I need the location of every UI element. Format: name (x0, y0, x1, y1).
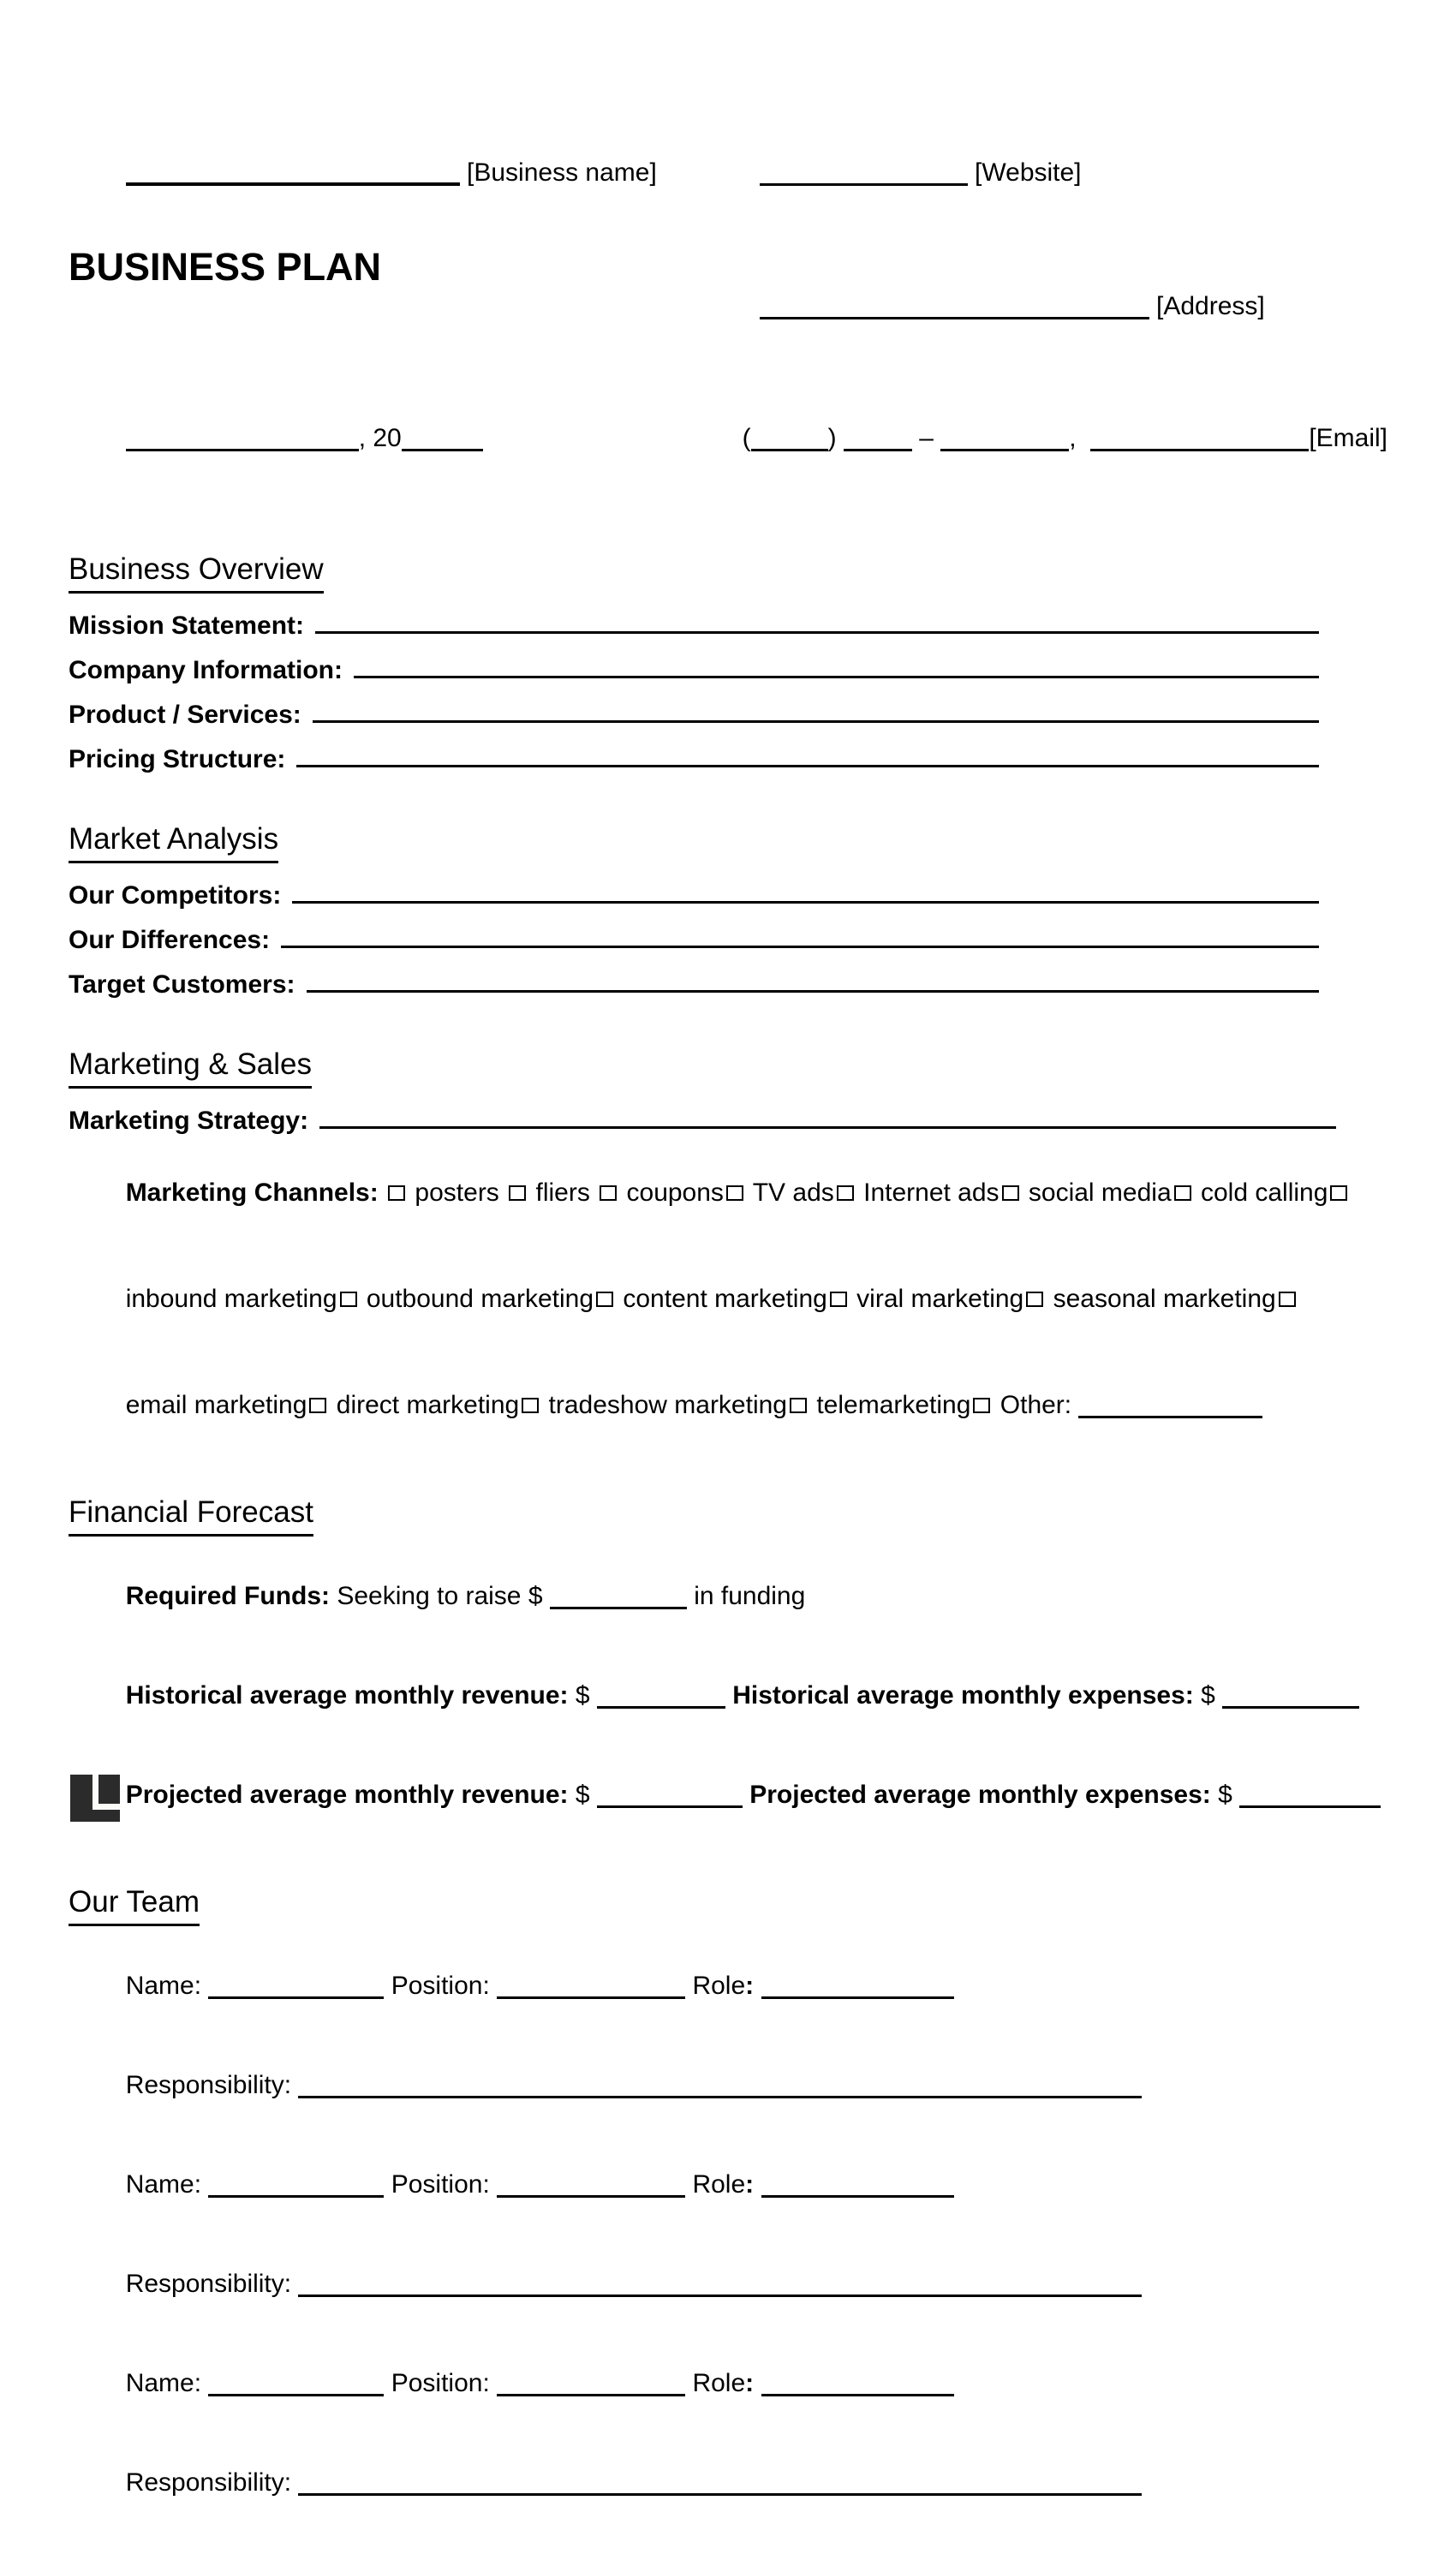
name-label: Name: (125, 2170, 209, 2199)
mission-statement-label: Mission Statement: (69, 612, 305, 640)
historical-expenses-label: Historical average monthly expenses: (725, 1681, 1194, 1710)
marketing-channel-checkbox[interactable] (1279, 1292, 1296, 1307)
marketing-channel-text: email marketing (125, 1391, 307, 1419)
phone-email-cell (685, 387, 1387, 490)
address-cell (702, 255, 1387, 358)
marketing-channels-tokens (379, 1179, 1351, 1207)
email-placeholder-label: [Email] (1309, 424, 1387, 452)
marketing-channel-checkbox[interactable] (1174, 1185, 1191, 1201)
marketing-channel-checkbox[interactable] (509, 1185, 526, 1201)
date-cell (69, 387, 685, 490)
name-label: Name: (125, 2369, 209, 2397)
marketing-channel-text: telemarketing (809, 1391, 971, 1419)
our-team-heading: Our Team (69, 1884, 200, 1926)
marketing-channel-text: cold calling (1193, 1179, 1328, 1207)
team-member-1-row (69, 1945, 1387, 2027)
dollar-sign: $ (1210, 1781, 1240, 1809)
marketing-channel-checkbox[interactable] (973, 1398, 990, 1413)
marketing-channel-text: coupons (619, 1179, 724, 1207)
company-information-blank[interactable] (354, 662, 1319, 678)
marketing-channel-text: social media (1021, 1179, 1172, 1207)
section-marketing-sales (69, 1047, 1387, 1447)
marketing-channel-checkbox[interactable] (726, 1185, 743, 1201)
responsibility-label: Responsibility: (125, 2270, 299, 2298)
phone-line-blank[interactable] (940, 440, 1069, 451)
financial-forecast-heading-row (69, 1495, 1387, 1537)
team-member-1-responsibility-row (69, 2044, 1387, 2127)
role-blank[interactable] (761, 2385, 954, 2396)
team-member-3-row (69, 2342, 1387, 2425)
company-information-label: Company Information: (69, 656, 343, 684)
required-funds-pre-text: Seeking to raise $ (330, 1582, 550, 1610)
marketing-channel-text: Other: (993, 1391, 1079, 1419)
marketing-channel-checkbox[interactable] (1002, 1185, 1019, 1201)
section-financial-forecast (69, 1495, 1387, 1836)
team-member-2-row (69, 2144, 1387, 2226)
marketing-channel-text: viral marketing (849, 1285, 1024, 1313)
role-label: Role (685, 1972, 746, 2000)
team-member-3-responsibility-row (69, 2442, 1387, 2524)
our-differences-blank[interactable] (281, 932, 1319, 948)
year-blank[interactable] (402, 440, 483, 451)
historical-revenue-blank[interactable] (597, 1698, 725, 1709)
marketing-channel-checkbox[interactable] (837, 1185, 854, 1201)
marketing-channel-text: content marketing (616, 1285, 827, 1313)
marketing-channel-text: tradeshow marketing (541, 1391, 787, 1419)
marketing-channels-tokens (126, 1391, 1263, 1419)
marketing-channel-checkbox[interactable] (596, 1292, 613, 1307)
marketing-strategy-label: Marketing Strategy: (69, 1107, 309, 1135)
marketing-channel-text (379, 1179, 385, 1207)
role-blank[interactable] (761, 1988, 954, 1999)
phone-prefix-blank[interactable] (844, 440, 912, 451)
marketing-channel-checkbox[interactable] (309, 1398, 326, 1413)
marketing-channel-text: Internet ads (856, 1179, 1000, 1207)
pricing-structure-blank[interactable] (296, 751, 1319, 767)
marketing-channel-text: fliers (528, 1179, 598, 1207)
dollar-sign: $ (1193, 1681, 1223, 1710)
business-overview-heading-row (69, 552, 1387, 594)
marketing-channel-text: direct marketing (329, 1391, 520, 1419)
marketing-channel-checkbox[interactable] (388, 1185, 405, 1201)
marketing-channel-text: seasonal marketing (1046, 1285, 1276, 1313)
pricing-structure-label: Pricing Structure: (69, 745, 286, 773)
target-customers-blank[interactable] (307, 976, 1320, 993)
field-row-our-competitors (69, 882, 1319, 910)
responsibility-blank[interactable] (298, 2485, 1142, 2496)
phone-open-paren: ( (742, 424, 751, 452)
date-year-label: , 20 (358, 424, 402, 452)
responsibility-blank[interactable] (298, 2286, 1142, 2297)
marketing-channel-checkbox[interactable] (1330, 1185, 1347, 1201)
other-channel-blank[interactable] (1078, 1407, 1262, 1418)
website-placeholder-label: [Website] (967, 158, 1082, 187)
field-row-marketing-strategy (69, 1107, 1336, 1135)
header-row-title-address (69, 247, 1387, 358)
historical-revenue-label: Historical average monthly revenue: (125, 1681, 569, 1710)
address-placeholder-label: [Address] (1149, 292, 1265, 320)
role-blank[interactable] (761, 2187, 954, 2198)
position-label: Position: (384, 1972, 498, 2000)
email-blank[interactable] (1090, 440, 1309, 451)
marketing-channel-checkbox[interactable] (600, 1185, 617, 1201)
projected-expenses-blank[interactable] (1239, 1797, 1381, 1808)
section-business-overview (69, 552, 1387, 773)
market-analysis-heading-row (69, 821, 1387, 863)
position-label: Position: (384, 2170, 498, 2199)
marketing-channel-text: posters (408, 1179, 507, 1207)
projected-revenue-label: Projected average monthly revenue: (125, 1781, 569, 1809)
website-blank[interactable] (760, 175, 968, 186)
marketing-channels-line-1 (69, 1152, 1387, 1234)
area-code-blank[interactable] (751, 440, 828, 451)
required-funds-label: Required Funds: (125, 1582, 331, 1610)
position-blank[interactable] (497, 2187, 685, 2198)
field-row-pricing-structure (69, 746, 1319, 773)
team-member-2-responsibility-row (69, 2243, 1387, 2325)
role-label: Role (685, 2170, 746, 2199)
role-colon: : (745, 2170, 755, 2199)
responsibility-blank[interactable] (298, 2087, 1142, 2098)
our-differences-label: Our Differences: (69, 926, 271, 954)
marketing-channels-label: Marketing Channels: (125, 1179, 379, 1207)
product-services-blank[interactable] (313, 707, 1319, 723)
field-row-mission-statement (69, 612, 1319, 640)
marketing-channels-line-3 (69, 1364, 1387, 1447)
position-blank[interactable] (497, 1988, 685, 1999)
projected-revenue-blank[interactable] (597, 1797, 743, 1808)
responsibility-label: Responsibility: (125, 2071, 299, 2099)
logo-l-mark-icon (92, 1775, 120, 1810)
legal-templates-logo (70, 1775, 120, 1822)
business-name-blank[interactable] (126, 174, 460, 186)
business-name-cell (69, 122, 702, 224)
field-row-our-differences (69, 927, 1319, 954)
date-blank[interactable] (126, 440, 359, 451)
role-colon: : (745, 2369, 755, 2397)
required-funds-row (69, 1555, 1387, 1638)
marketing-strategy-blank[interactable] (319, 1113, 1336, 1129)
required-funds-post-text: in funding (686, 1582, 806, 1610)
business-name-placeholder-label: [Business name] (459, 158, 657, 187)
header-row-business-website (69, 122, 1387, 224)
field-row-product-services (69, 701, 1319, 729)
phone-dash: – (911, 424, 941, 452)
dollar-sign: $ (568, 1781, 597, 1809)
marketing-sales-heading-row (69, 1047, 1387, 1089)
phone-comma: , (1069, 424, 1091, 452)
our-competitors-label: Our Competitors: (69, 881, 282, 910)
role-colon: : (745, 1972, 755, 2000)
marketing-channels-line-2 (69, 1258, 1387, 1340)
website-cell (702, 122, 1387, 224)
header-row-date-phone-email (69, 387, 1387, 490)
historical-expenses-blank[interactable] (1222, 1698, 1359, 1709)
role-label: Role (685, 2369, 746, 2397)
position-blank[interactable] (497, 2385, 685, 2396)
required-funds-blank[interactable] (550, 1598, 687, 1609)
position-label: Position: (384, 2369, 498, 2397)
marketing-channels-tokens (126, 1285, 1298, 1313)
marketing-channel-text: TV ads (745, 1179, 834, 1207)
name-blank[interactable] (208, 2385, 384, 2396)
marketing-channel-text: outbound marketing (359, 1285, 594, 1313)
historical-row (69, 1655, 1387, 1737)
address-blank[interactable] (760, 308, 1149, 319)
page-content (69, 122, 1387, 2572)
marketing-sales-heading: Marketing & Sales (69, 1047, 312, 1089)
name-blank[interactable] (208, 1988, 384, 1999)
marketing-channel-checkbox[interactable] (522, 1398, 539, 1413)
marketing-channel-checkbox[interactable] (340, 1292, 357, 1307)
mission-statement-blank[interactable] (315, 618, 1319, 634)
projected-expenses-label: Projected average monthly expenses: (742, 1781, 1211, 1809)
page-title: BUSINESS PLAN (69, 245, 382, 289)
phone-close-paren: ) (827, 424, 844, 452)
our-team-heading-row (69, 1884, 1387, 1926)
business-overview-heading: Business Overview (69, 552, 324, 594)
financial-forecast-heading: Financial Forecast (69, 1495, 313, 1537)
product-services-label: Product / Services: (69, 701, 301, 729)
section-our-team (69, 1884, 1387, 2524)
field-row-company-information (69, 657, 1319, 684)
target-customers-label: Target Customers: (69, 970, 295, 999)
our-competitors-blank[interactable] (292, 887, 1319, 904)
name-label: Name: (125, 1972, 209, 2000)
section-market-analysis (69, 821, 1387, 999)
marketing-channel-text: inbound marketing (125, 1285, 337, 1313)
field-row-target-customers (69, 971, 1319, 999)
dollar-sign: $ (568, 1681, 597, 1710)
marketing-channel-checkbox[interactable] (790, 1398, 807, 1413)
name-blank[interactable] (208, 2187, 384, 2198)
projected-row (69, 1754, 1387, 1836)
marketing-channel-checkbox[interactable] (1026, 1292, 1043, 1307)
responsibility-label: Responsibility: (125, 2468, 299, 2497)
marketing-channel-checkbox[interactable] (830, 1292, 847, 1307)
market-analysis-heading: Market Analysis (69, 821, 278, 863)
